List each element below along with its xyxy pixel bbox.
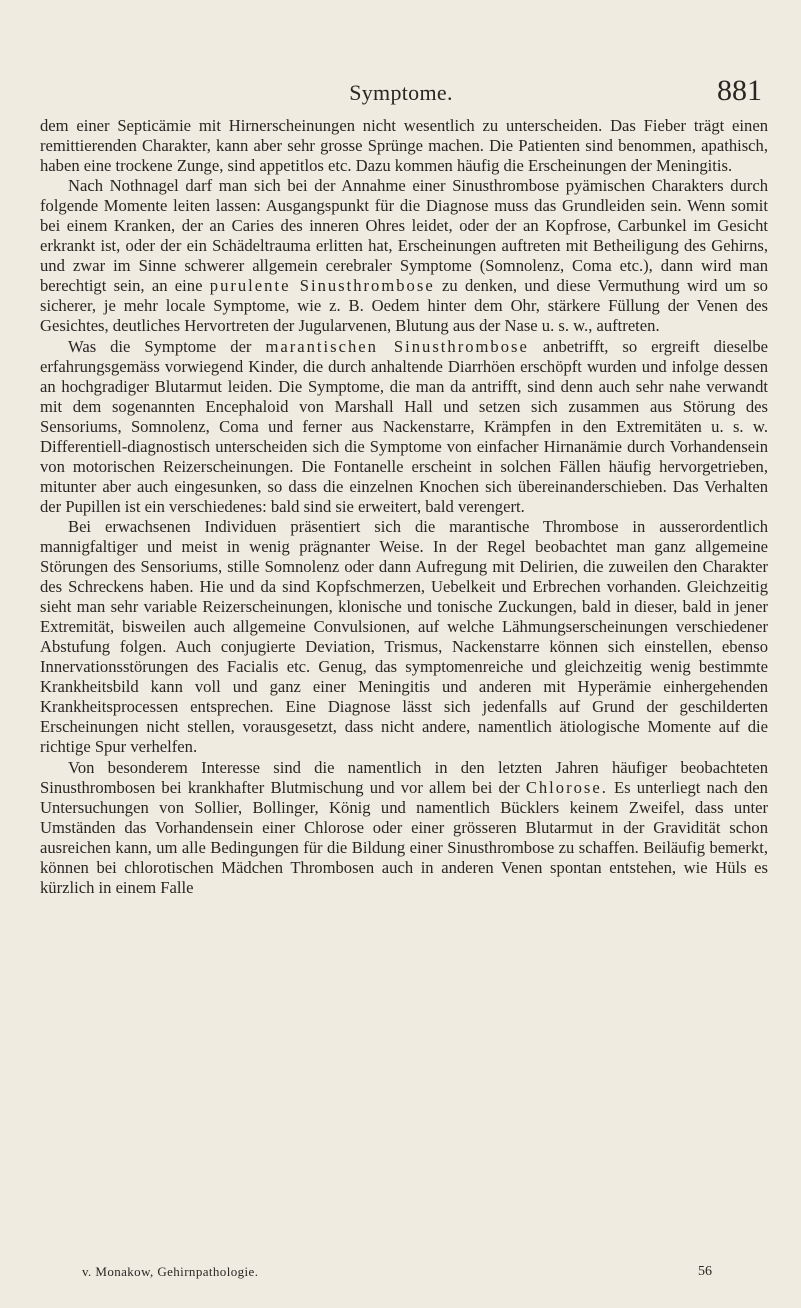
paragraph-3-end: anbetrifft, so ergreift dieselbe erfahrungsgemäss vorwiegend Kinder, die durch anhaltende Diarrhöen erschöpft wurden und infolge dessen an hochgradiger Blutarmut leiden. Die Symptome, die man da antrifft, sind denn auch sehr nahe verwandt mit dem sogenannten Encephaloid von Marshall Hall und setzen sich zusammen aus Störung des Sensoriums, Somnolenz, Coma und ferner aus Nackenstarre, Krämpfen in den Extremitäten u. s. w. Differentiell-diagnostisch unterscheiden sich die Symptome von einfacher Hirnanämie durch Vorhandensein von motorischen Reizerscheinungen. Die Fontanelle erscheint in solchen Fällen häufig hervorgetrieben, mitunter aber auch eingesunken, so dass die einzelnen Knochen sich übereinanderschieben. Das Verhalten der Pupillen ist ein verschiedenes: bald sind sie erweitert, bald verengert. (40, 336, 768, 516)
page-footer (82, 1264, 712, 1284)
body-text (40, 116, 768, 898)
page-header (40, 72, 762, 106)
paragraph-3 (40, 337, 768, 517)
page-number: 881 (717, 74, 762, 107)
signature-mark: 56 (698, 1264, 712, 1279)
paragraph-4: Bei erwachsenen Individuen präsentiert sich die marantische Thrombose in ausserordentlich mannigfaltiger und meist in wenig prägnanter Weise. In der Regel beobachtet man ganz allgemeine Störungen des Sensoriums, stille Somnolenz oder dann Aufregung mit Delirien, die zuweilen den Charakter des Schreckens haben. Hie und da sind Kopfschmerzen, Uebelkeit und Erbrechen vorhanden. Gleichzeitig sieht man sehr variable Reizerscheinungen, klonische und tonische Zuckungen, bald in dieser, bald in jener Extremität, bisweilen auch allgemeine Convulsionen, auf welche Lähmungserscheinungen verschiedener Abstufung folgen. Auch conjugierte Deviation, Trismus, Nackenstarre können sich einstellen, ebenso Innervationsstörungen des Facialis etc. Genug, das symptomenreiche und gleichzeitig wenig bestimmte Krankheitsbild kann voll und ganz einer Meningitis und anderen mit Hyperämie einhergehenden Krankheitsprocessen entsprechen. Eine Diagnose lässt sich jedenfalls auf Grund der geschilderten Erscheinungen nicht stellen, vorausgesetzt, dass nicht andere, namentlich ätiologische Momente auf die richtige Spur verhelfen. (40, 516, 768, 757)
paragraph-5-start: Von besonderem Interesse sind die namentlich in den letzten Jahren häufiger beobachteten Sinusthrombosen bei krankhafter Blutmischung und vor allem bei der (40, 757, 768, 797)
running-title: Symptome. (349, 80, 453, 105)
paragraph-3-start: Was die Symptome der (68, 336, 252, 356)
paragraph-2 (40, 176, 768, 336)
paragraph-5 (40, 758, 768, 898)
paragraph-5-end: Es unterliegt nach den Untersuchungen von Sollier, Bollinger, König und namentlich Bücklers keinem Zweifel, dass unter Umständen das Vorhandensein einer Chlorose oder einer grösseren Blutarmut in der Gravidität schon ausreichen kann, um alle Bedingungen für die Bildung einer Sinusthrombose zu schaffen. Beiläufig bemerkt, können bei chlorotischen Mädchen Thrombosen auch in anderen Venen spontan entstehen, wie Hüls es kürzlich in einem Falle (40, 777, 768, 897)
footer-author-title: v. Monakow, Gehirnpathologie. (82, 1264, 259, 1279)
spaced-term-marantischen-sinusthrombose: marantischen Sinusthrombose (265, 336, 529, 356)
paragraph-2-end: zu denken, und diese Vermuthung wird um so sicherer, je mehr locale Symptome, wie z. B. Oedem hinter dem Ohr, stärkere Füllung der Venen des Gesichtes, deutliches Hervortreten der Jugularvenen, Blutung aus der Nase u. s. w., auftreten. (40, 276, 768, 336)
paragraph-2-text: Nach Nothnagel darf man sich bei der Annahme einer Sinusthrombose pyämischen Charakters durch folgende Momente leiten lassen: Ausgangspunkt für die Diagnose muss das Grundleiden sein. Wenn somit bei einem Kranken, der an Caries des inneren Ohres leidet, oder der an Kopfrose, Carbunkel im Gesicht erkrankt ist, oder der ein Schädeltrauma erlitten hat, Erscheinungen auftreten mit Betheiligung des Gehirns, und zwar im Sinne schwerer allgemein cerebraler Symptome (Somnolenz, Coma etc.), dann wird man berechtigt sein, an eine (40, 176, 768, 296)
paragraph-1: dem einer Septicämie mit Hirnerscheinungen nicht wesentlich zu unterscheiden. Das Fieber trägt einen remittierenden Charakter, kann aber sehr grosse Sprünge machen. Die Patienten sind benommen, apathisch, haben eine trockene Zunge, sind appetitlos etc. Dazu kommen häufig die Erscheinungen der Meningitis. (40, 116, 768, 176)
spaced-term-chlorose: Chlorose. (525, 777, 608, 797)
spaced-term-purulente-sinusthrombose: purulente Sinusthrombose (209, 276, 435, 296)
